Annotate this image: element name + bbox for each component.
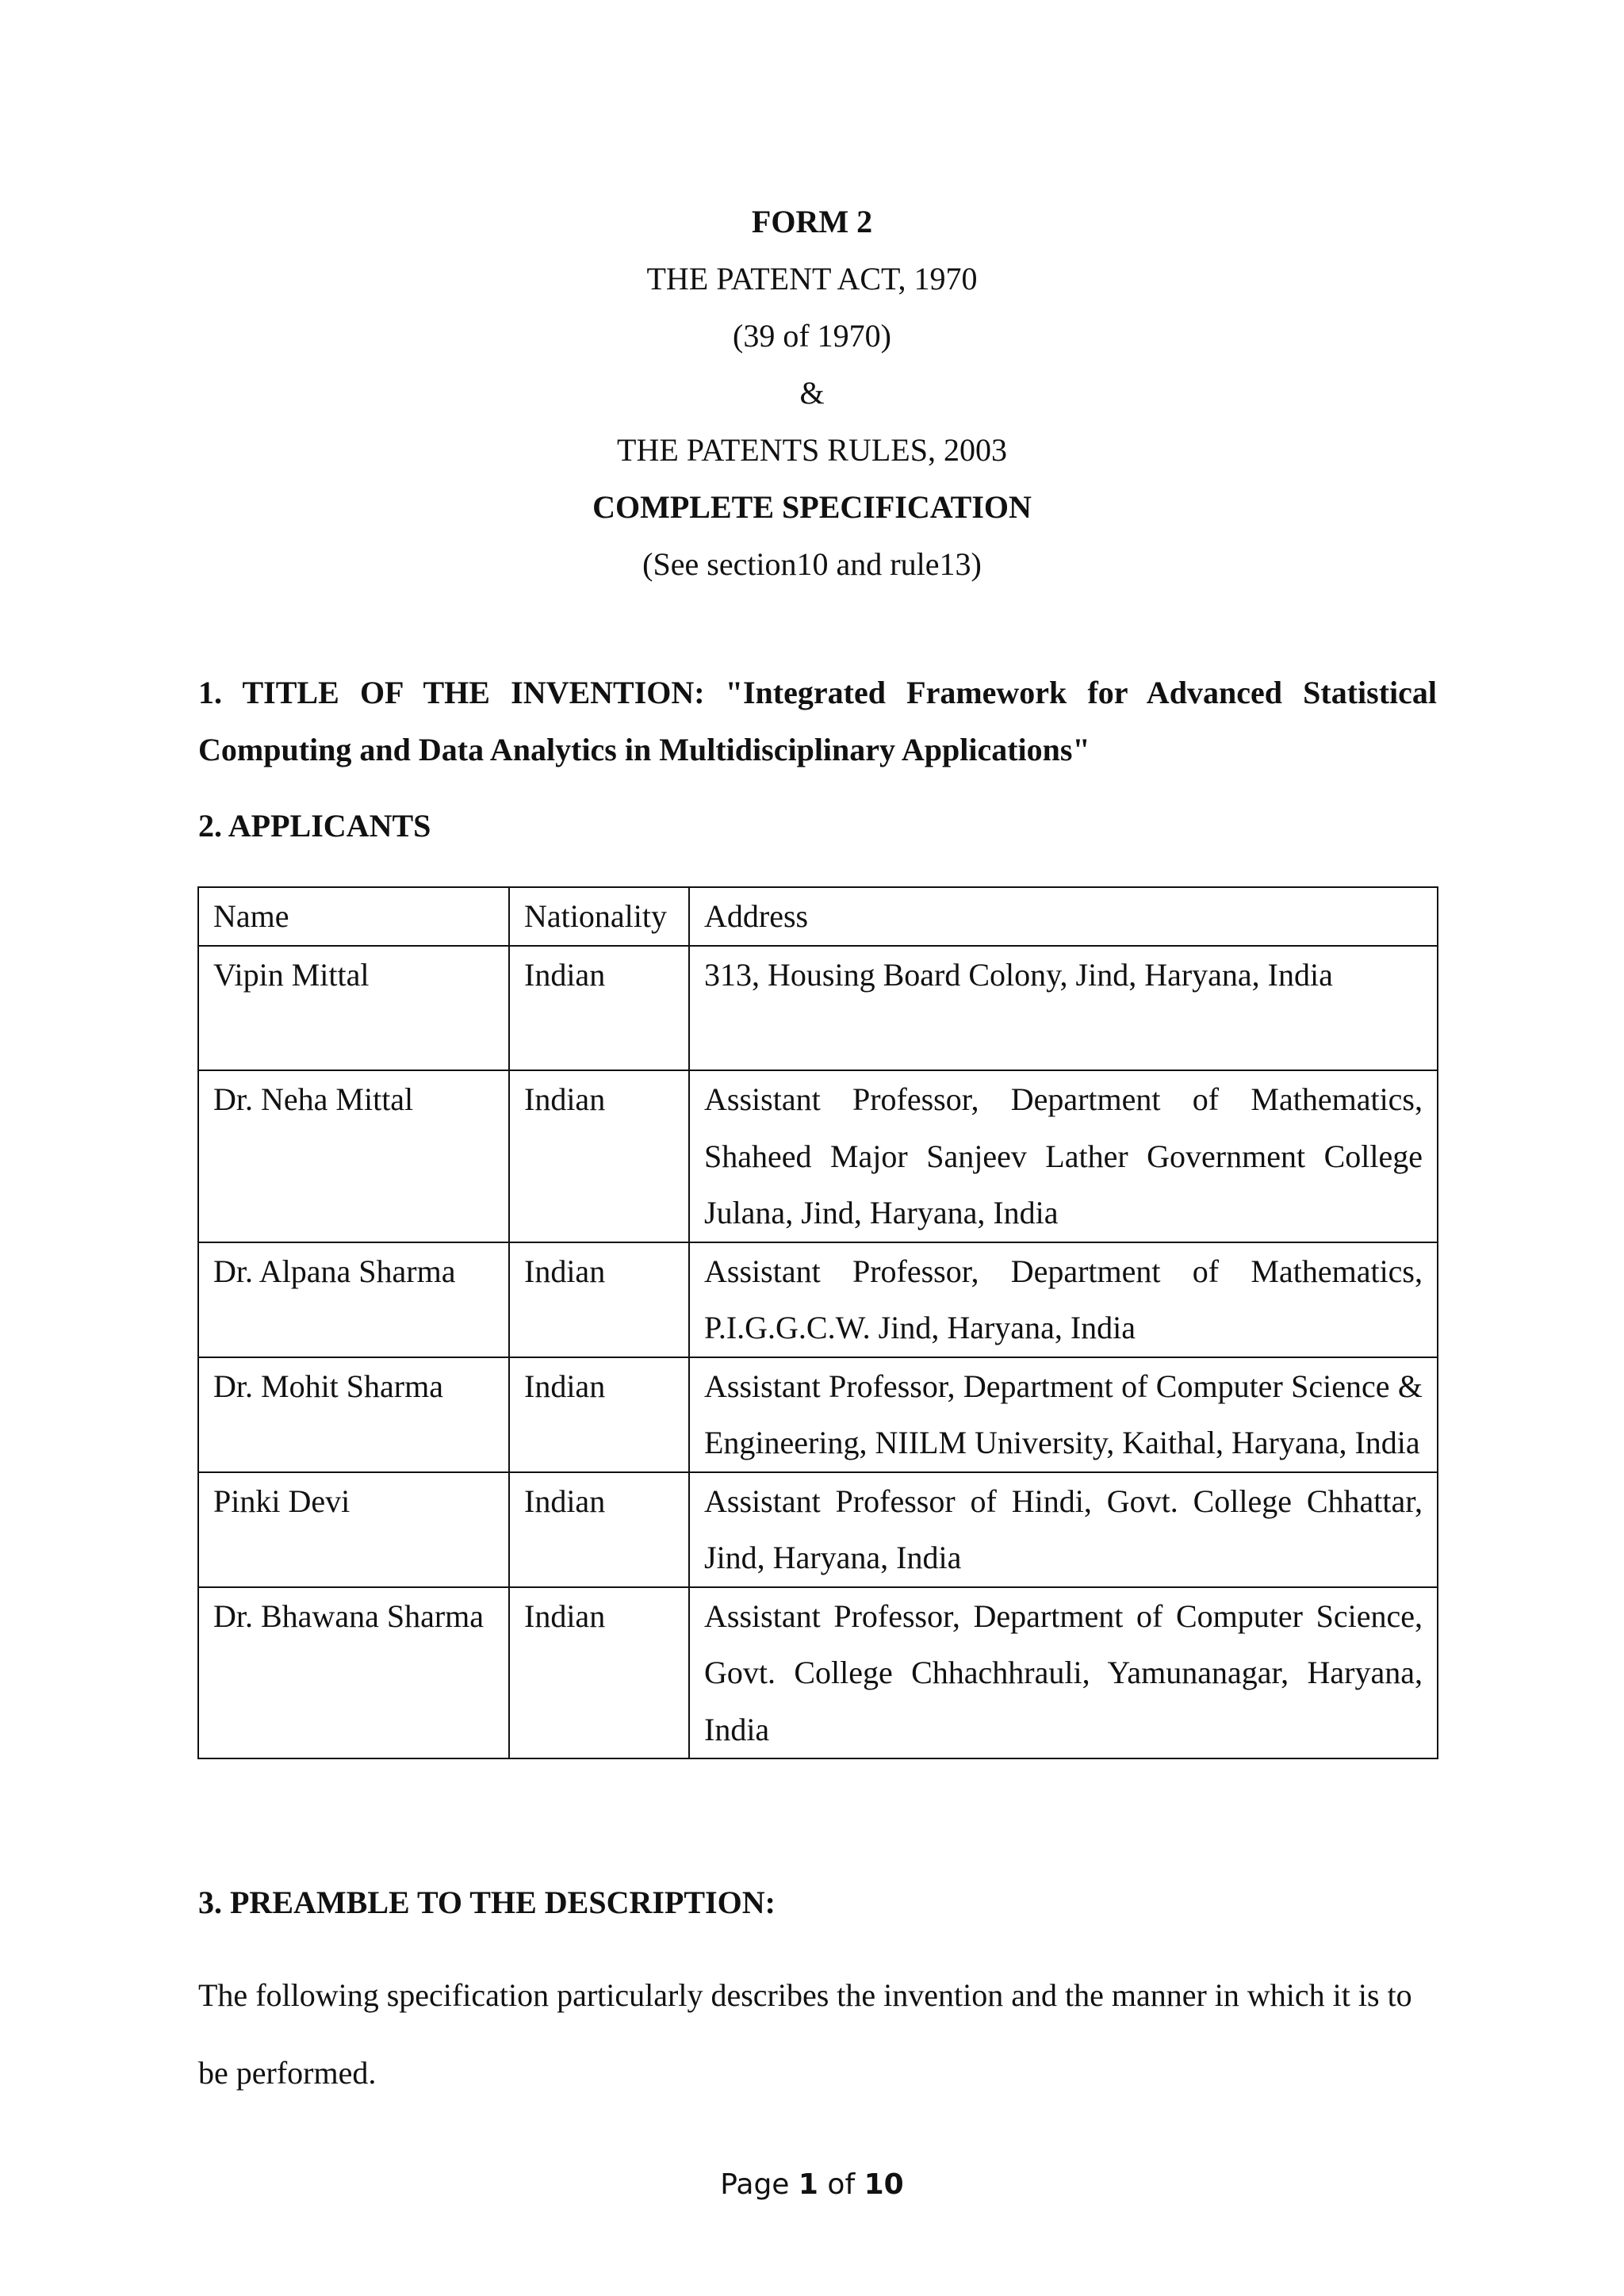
- applicant-nationality: Indian: [509, 1242, 689, 1357]
- applicant-nationality: Indian: [509, 1587, 689, 1759]
- form-number: FORM 2: [751, 204, 873, 239]
- applicants-heading: 2. APPLICANTS: [198, 808, 431, 844]
- invention-title: 1. TITLE OF THE INVENTION: "Integrated Framework for Advanced Statistical Computing and Data Analytics in Multidisciplinary Applications": [198, 675, 1437, 767]
- column-header-address: Address: [689, 887, 1438, 946]
- section-reference: (See section10 and rule13): [642, 546, 982, 582]
- table-row: [198, 1587, 1438, 1759]
- preamble-text: The following specification particularly describes the invention and the manner in which it is to be performed.: [198, 1977, 1412, 2091]
- table-row: [198, 946, 1438, 1070]
- applicant-name: Dr. Neha Mittal: [198, 1070, 509, 1242]
- column-header-nationality: Nationality: [509, 887, 689, 946]
- page-label: Page: [720, 2168, 790, 2201]
- total-pages-number: 10: [864, 2168, 904, 2201]
- table-row: [198, 1472, 1438, 1587]
- applicant-nationality: Indian: [509, 1472, 689, 1587]
- act-number: (39 of 1970): [733, 318, 891, 354]
- applicants-table: [197, 886, 1438, 1759]
- applicant-name: Vipin Mittal: [198, 946, 509, 1070]
- applicant-nationality: Indian: [509, 1070, 689, 1242]
- specification-type: COMPLETE SPECIFICATION: [592, 489, 1032, 525]
- table-row: [198, 1357, 1438, 1472]
- table-header-row: [198, 887, 1438, 946]
- act-name: THE PATENT ACT, 1970: [646, 261, 978, 297]
- ampersand: &: [799, 375, 825, 411]
- table-row: [198, 1070, 1438, 1242]
- applicant-name: Dr. Alpana Sharma: [198, 1242, 509, 1357]
- applicant-nationality: Indian: [509, 946, 689, 1070]
- applicant-address: Assistant Professor, Department of Mathematics, P.I.G.G.C.W. Jind, Haryana, India: [689, 1242, 1438, 1357]
- applicant-address: 313, Housing Board Colony, Jind, Haryana, India: [689, 946, 1438, 1070]
- applicant-name: Pinki Devi: [198, 1472, 509, 1587]
- applicant-name: Dr. Bhawana Sharma: [198, 1587, 509, 1759]
- applicant-name: Dr. Mohit Sharma: [198, 1357, 509, 1472]
- applicant-nationality: Indian: [509, 1357, 689, 1472]
- of-label: of: [827, 2168, 856, 2201]
- current-page-number: 1: [798, 2168, 818, 2201]
- applicant-address: Assistant Professor, Department of Computer Science, Govt. College Chhachhrauli, Yamunanagar, Haryana, India: [689, 1587, 1438, 1759]
- column-header-name: Name: [198, 887, 509, 946]
- rules-name: THE PATENTS RULES, 2003: [617, 432, 1007, 468]
- preamble-heading: 3. PREAMBLE TO THE DESCRIPTION:: [198, 1885, 776, 1920]
- table-row: [198, 1242, 1438, 1357]
- applicant-address: Assistant Professor, Department of Mathematics, Shaheed Major Sanjeev Lather Government College Julana, Jind, Haryana, India: [689, 1070, 1438, 1242]
- applicant-address: Assistant Professor, Department of Computer Science & Engineering, NIILM University, Kaithal, Haryana, India: [689, 1357, 1438, 1472]
- page-footer: [0, 2168, 1624, 2201]
- applicant-address: Assistant Professor of Hindi, Govt. College Chhattar, Jind, Haryana, India: [689, 1472, 1438, 1587]
- form-header: [0, 193, 1624, 593]
